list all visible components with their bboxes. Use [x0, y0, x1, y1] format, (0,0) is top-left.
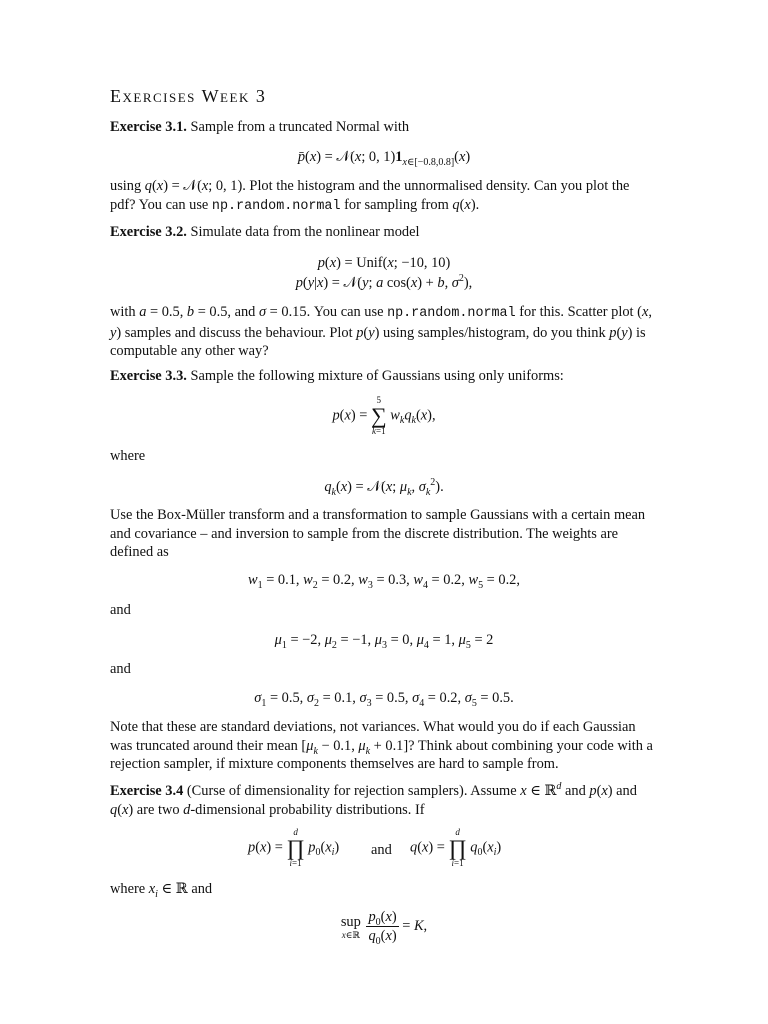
exercise-3-1-intro [110, 118, 658, 137]
exercise-3-3-weights-equation: $w_1 = 0.1$, $w_2 = 0.2$, $w_3 = 0.3$, $w_4 = 0.2$, $w_5 = 0.2$, [248, 572, 520, 591]
exercise-3-1-intro-text: Sample from a truncated Normal with [190, 119, 410, 135]
exercise-3-4-where: where $x_i$ ∈ ℝ and [110, 881, 213, 900]
exercise-3-4-product-q: q(x) = d ∏ i=1 $q_0(x_i)$ [410, 827, 502, 868]
exercise-3-4-label: Exercise 3.4 [110, 783, 184, 799]
exercise-3-1-label: Exercise 3.1. [110, 119, 187, 135]
exercise-3-3-where: where [110, 448, 146, 464]
exercise-3-3-sigmas-equation: $\sigma_1 = 0.5$, $\sigma_2 = 0.1$, $\sigma_3 = 0.5$, $\sigma_4 = 0.2$, $\sigma_5 = 0.5$. [254, 690, 514, 709]
page-title: Exercises Week 3 [110, 86, 267, 106]
exercise-3-3-intro [110, 367, 658, 386]
exercise-3-3-means-equation: $\mu_1 = -2$, $\mu_2 = -1$, $\mu_3 = 0$, $\mu_4 = 1$, $\mu_5 = 2$ [274, 632, 494, 651]
exercise-3-4-product-p: p(x) = d ∏ i=1 $p_0(x_i)$ [248, 827, 340, 868]
exercise-3-3-and-1: and [110, 602, 131, 618]
exercise-3-3-intro-text: Sample the following mixture of Gaussians using only uniforms: [190, 368, 564, 384]
exercise-3-3-and-2: and [110, 661, 131, 677]
exercise-3-2-body: with a = 0.5, b = 0.5, and σ = 0.15. You can use np.random.normal for this. Scatter plot (x, y) samples and discuss the behaviour. Plot p(y) using samples/histogram, do you think p(y) is computable any other way? [110, 304, 652, 359]
exercise-3-3-label: Exercise 3.3. [110, 368, 187, 384]
exercise-3-3-component-equation: $q_k(x)$ = 𝒩(x; $\mu_k$, $\sigma_k^2$). [324, 477, 444, 498]
exercise-3-1-body: using q(x) = 𝒩(x; 0, 1). Plot the histogram and the unnormalised density. Can you plot the pdf? You can use np.random.normal for sampling from q(x). [110, 178, 630, 214]
exercise-3-4-sup-equation: sup x∈ℝ $\frac{p_0(x)}{q_0(x)}$ = K, [340, 909, 428, 947]
exercise-3-4-intro: Exercise 3.4 (Curse of dimensionality for rejection samplers). Assume x ∈ ℝ$^d$ and p(x) and q(x) are two d-dimensional probability distributions. If [110, 781, 637, 818]
exercise-3-2-equation-likelihood: p(y|x) = 𝒩(y; a cos(x) + b, $\sigma^2$), [295, 273, 473, 291]
exercise-3-3-body-2: Note that these are standard deviations, not variances. What would you do if each Gaussian was truncated around their mean [$\mu_k - 0.1$, $\mu_k + 0.1$]? Think about combining your code with a rejection sampler, if mixture components themselves are hard to sample from. [110, 719, 653, 772]
exercise-3-2-intro [110, 223, 658, 242]
exercise-3-4-and: and [371, 842, 392, 858]
exercise-3-2-equation-prior: p(x) = Unif(x; −10, 10) [317, 255, 451, 271]
exercise-3-2-intro-text: Simulate data from the nonlinear model [190, 224, 420, 240]
exercise-3-3-body-1: Use the Box-Müller transform and a transformation to sample Gaussians with a certain mean and covariance – and inversion to sample from the discrete distribution. The weights are defined as [110, 507, 646, 560]
exercise-3-1-equation: p̄(x) = 𝒩(x; 0, $1)1_{x\in[-0.8,0.8]}(x)$ [297, 149, 471, 168]
exercise-3-3-mixture-equation: p(x) = 5 ∑ k=1 $w_kq_k(x)$, [332, 395, 436, 436]
exercise-3-2-label: Exercise 3.2. [110, 224, 187, 240]
